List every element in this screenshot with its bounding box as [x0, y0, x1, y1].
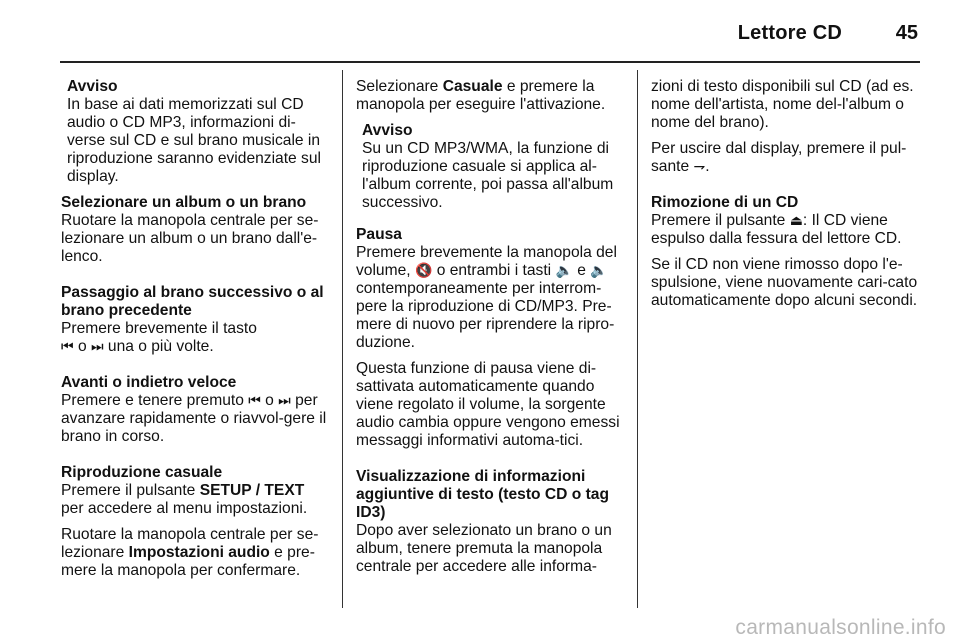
column-2	[356, 78, 624, 576]
text-run: Premere brevemente la manopola del volume,	[356, 244, 617, 279]
section-next-prev-track	[61, 284, 329, 356]
watermark: carmanualsonline.info	[735, 616, 946, 639]
back-icon: ⇁	[693, 159, 706, 175]
text-run: per accedere al menu impostazioni.	[61, 500, 308, 517]
volume-icon: 🔈	[555, 263, 573, 279]
section-paragraph: Se il CD non viene rimosso dopo l'e-spulsione, viene nuovamente cari-cato automaticamente dopo alcuni secondi.	[651, 256, 918, 309]
text-run: e	[572, 262, 591, 279]
text-run: Premere il pulsante	[61, 482, 200, 499]
section-paragraph	[651, 212, 919, 248]
text-run: Premere e tenere premuto	[61, 392, 249, 409]
text-run: per avanzare rapidamente o riavvol-gere il brano in corso.	[61, 392, 327, 445]
column-divider-right	[637, 70, 638, 608]
next-track-icon: ⏭	[278, 393, 291, 409]
text-run: o	[73, 338, 91, 355]
volume-icon: 🔈	[590, 263, 608, 279]
section-paragraph	[61, 482, 329, 518]
section-text: Dopo aver selezionato un brano o un album, tenere premuta la manopola centrale per accedere alle informa-	[356, 522, 612, 575]
section-random-play	[61, 464, 329, 580]
section-text	[61, 392, 329, 446]
section-paragraph	[356, 244, 624, 352]
section-heading: Rimozione di un CD	[651, 194, 799, 211]
text-run: Premere brevemente il tasto	[61, 320, 257, 337]
note-box	[61, 78, 329, 186]
text-run: Selezionare	[356, 78, 443, 95]
mute-icon: 🔇	[414, 263, 433, 279]
note-box	[356, 122, 624, 212]
random-label: Casuale	[442, 78, 503, 95]
column-1	[61, 78, 329, 588]
text-run: o	[260, 392, 279, 409]
setup-text-button-label: SETUP / TEXT	[199, 482, 305, 499]
text-run: o entrambi i tasti	[432, 262, 556, 279]
column-divider-left	[342, 70, 343, 608]
section-remove-cd	[651, 194, 919, 310]
page-number: 45	[895, 22, 918, 44]
section-heading: Visualizzazione di informazioni aggiuntive di testo (testo CD o tag ID3)	[356, 468, 609, 521]
note-title: Avviso	[362, 122, 413, 139]
note-text: In base ai dati memorizzati sul CD audio o CD MP3, informazioni di-verse sul CD e sul brano musicale in riproduzione saranno evidenziate sul display.	[67, 96, 321, 185]
header-divider	[60, 61, 920, 63]
text-run: e pre-mere la manopola per confermare.	[61, 544, 315, 579]
previous-track-icon: ⏮	[248, 393, 261, 409]
section-heading: Passaggio al brano successivo o al brano precedente	[61, 284, 324, 319]
section-heading: Pausa	[356, 226, 402, 243]
paragraph	[651, 140, 919, 176]
text-run: Ruotare la manopola centrale per se-lezionare	[61, 526, 319, 561]
note-title: Avviso	[67, 78, 118, 95]
page-title: Lettore CD	[737, 22, 842, 44]
text-run: : Il CD viene espulso dalla fessura del lettore CD.	[651, 212, 902, 247]
column-3	[651, 78, 919, 318]
audio-settings-label: Impostazioni audio	[128, 544, 270, 561]
section-pause	[356, 226, 624, 450]
section-fast-forward-rewind	[61, 374, 329, 446]
section-text-info	[356, 468, 624, 576]
paragraph	[356, 78, 624, 114]
next-track-icon: ⏭	[90, 339, 104, 355]
section-text	[61, 320, 329, 356]
text-run: e premere la manopola per eseguire l'attivazione.	[356, 78, 606, 113]
paragraph: zioni di testo disponibili sul CD (ad es. nome dell'artista, nome del-l'album o nome del brano).	[651, 78, 914, 131]
note-text: Su un CD MP3/WMA, la funzione di riproduzione casuale si applica al-l'album corrente, poi passa all'album successivo.	[362, 140, 614, 211]
section-heading: Selezionare un album o un brano	[61, 194, 307, 211]
section-paragraph	[61, 526, 329, 580]
text-run: contemporaneamente per interrom-pere la riproduzione di CD/MP3. Pre-mere di nuovo per riprendere la ripro-duzione.	[356, 280, 615, 351]
section-heading: Avanti o indietro veloce	[61, 374, 237, 391]
section-text: Ruotare la manopola centrale per se-lezionare un album o un brano dall'e-lenco.	[61, 212, 319, 265]
previous-track-icon: ⏮	[61, 339, 74, 355]
text-run: Premere il pulsante	[651, 212, 790, 229]
section-paragraph: Questa funzione di pausa viene di-sattivata automaticamente quando viene regolato il volume, la sorgente audio cambia oppure vengono emessi messaggi informativi automa-tici.	[356, 360, 620, 449]
section-heading: Riproduzione casuale	[61, 464, 223, 481]
eject-icon: ⏏	[789, 213, 803, 229]
text-run: .	[705, 158, 710, 175]
section-select-album	[61, 194, 329, 266]
text-run: Per uscire dal display, premere il pul-sante	[651, 140, 907, 175]
text-run: una o più volte.	[103, 338, 214, 355]
